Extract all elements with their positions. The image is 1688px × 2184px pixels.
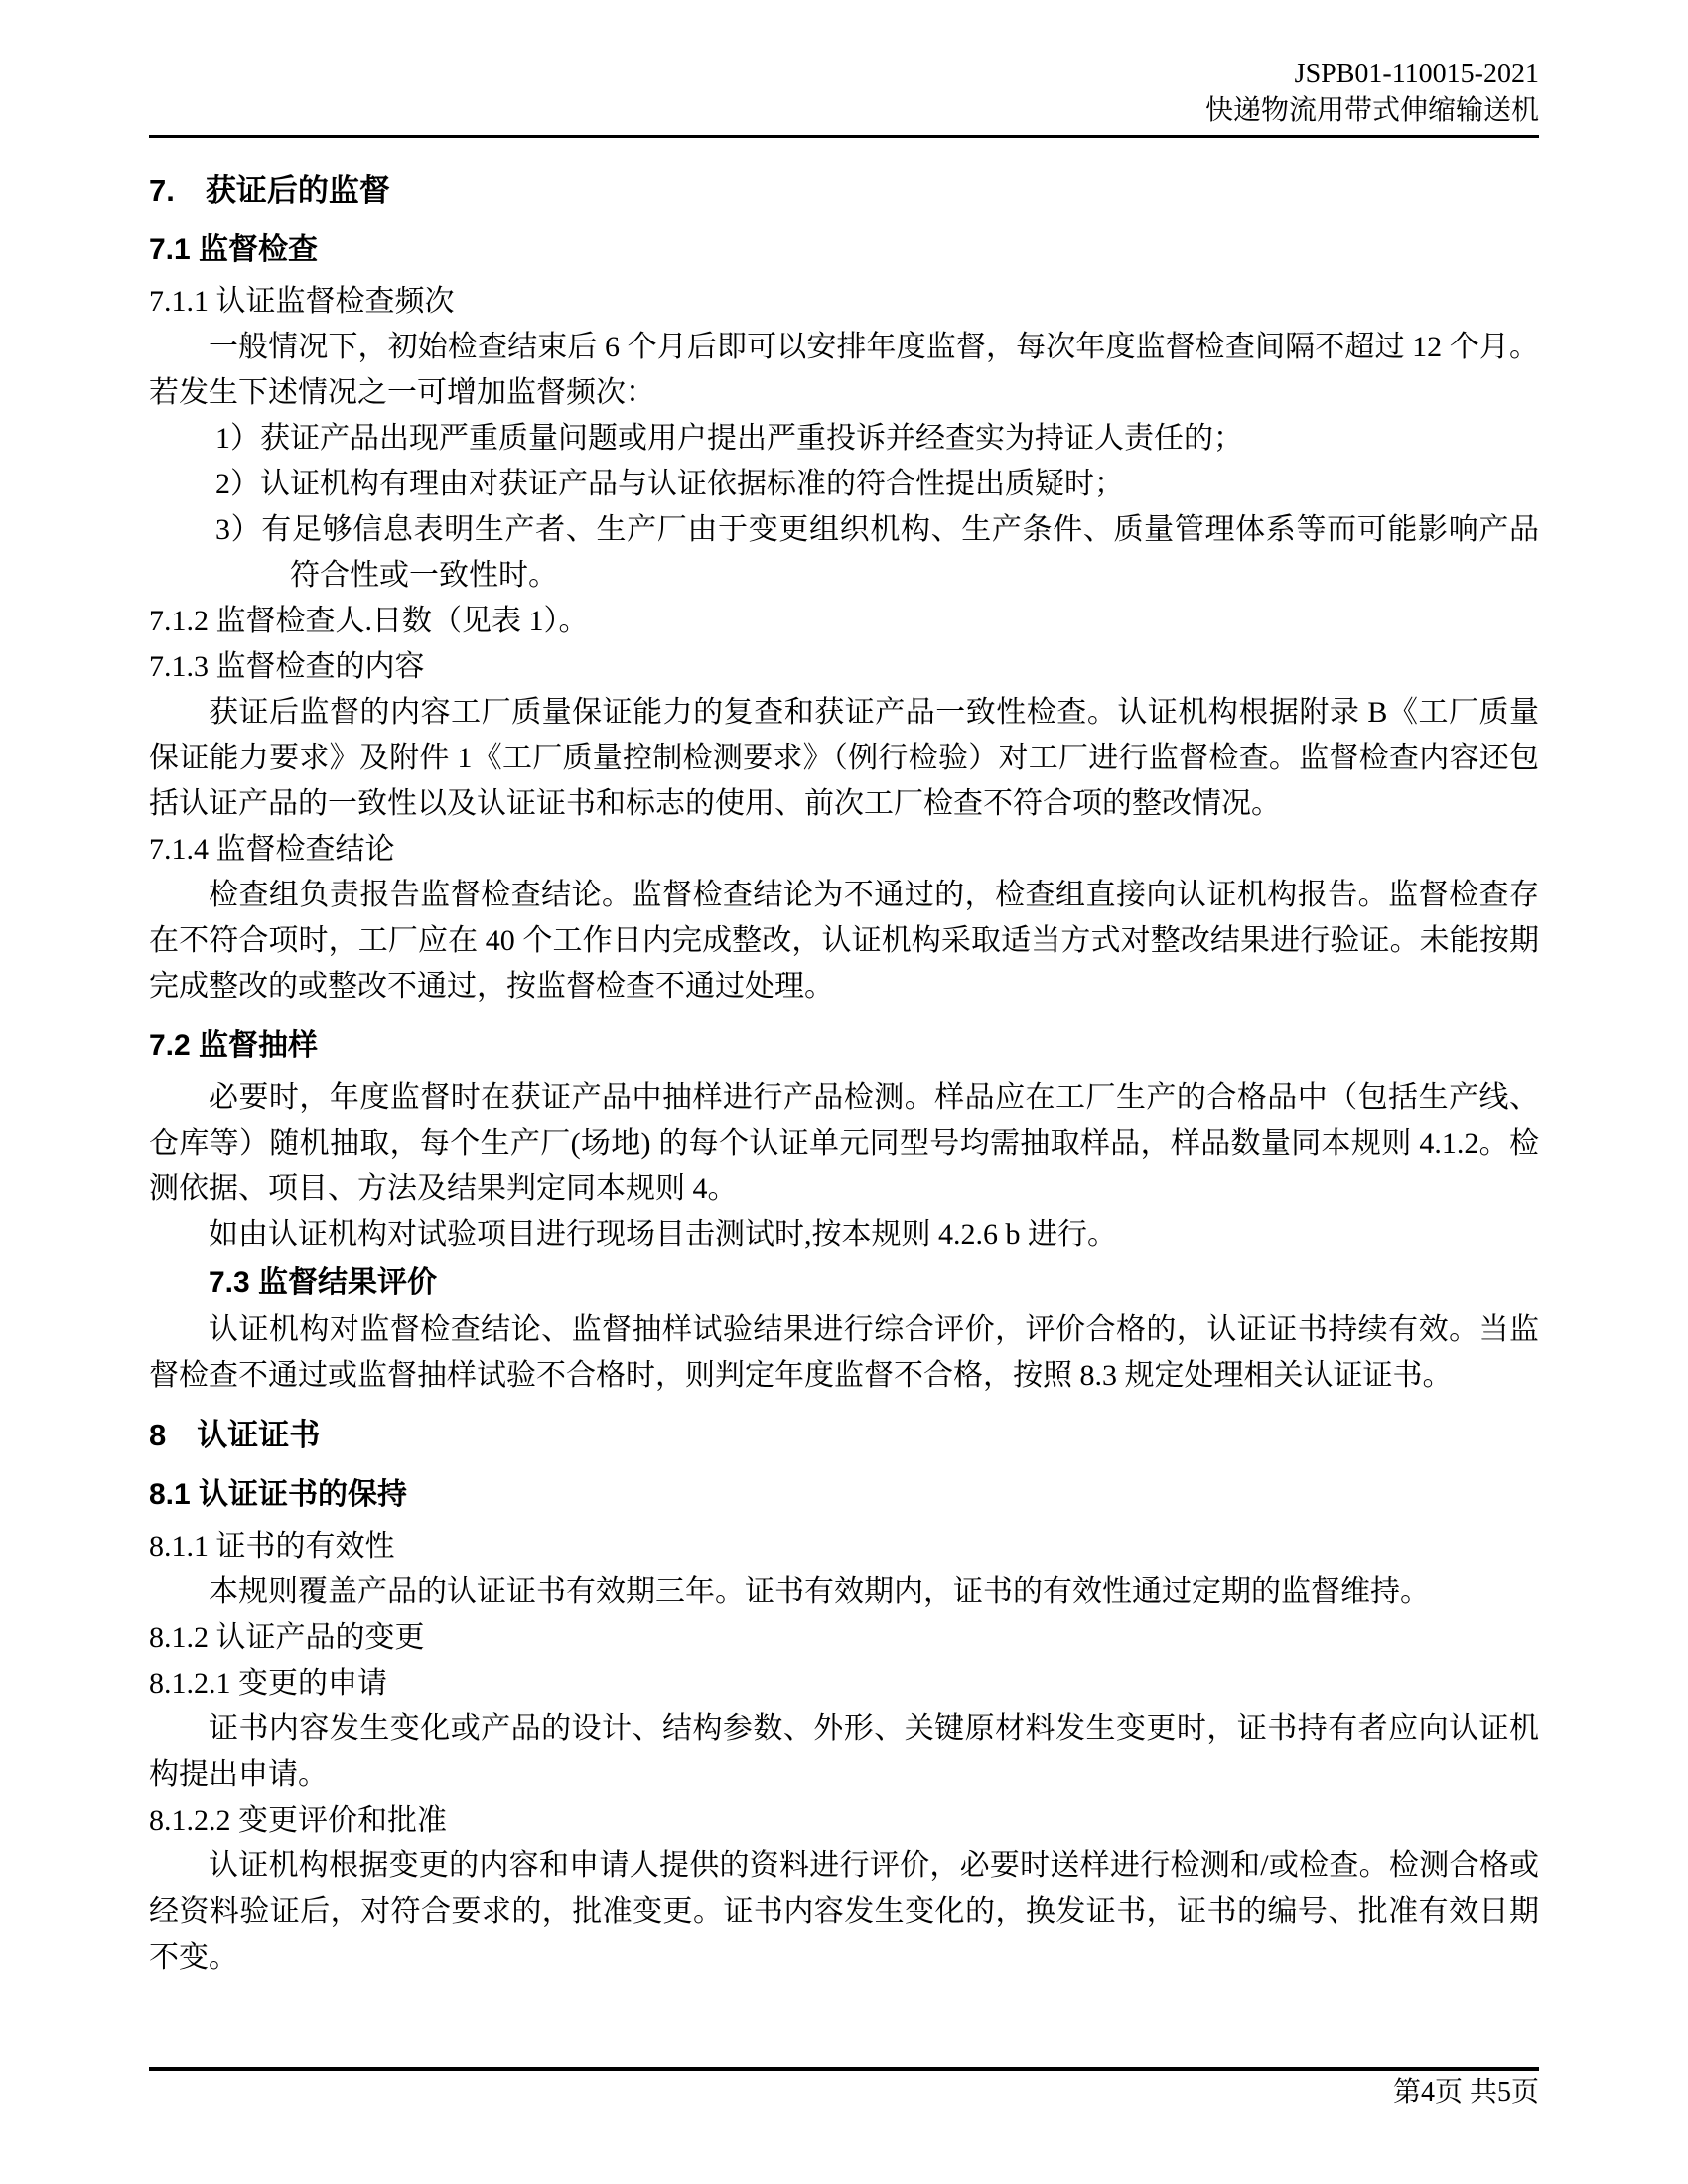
page-footer	[149, 2067, 1539, 2113]
section-8-1-2-1-heading: 8.1.2.1 变更的申请	[149, 1667, 387, 1700]
list-item-2: 2）认证机构有理由对获证产品与认证依据标准的符合性提出质疑时；	[215, 468, 1124, 500]
section-7-1-2-heading: 7.1.2 监督检查人.日数（见表 1）。	[149, 605, 589, 637]
section-7-1-3-heading: 7.1.3 监督检查的内容	[149, 650, 425, 683]
paragraph: 检查组负责报告监督检查结论。监督检查结论为不通过的，检查组直接向认证机构报告。监督检查存在不符合项时，工厂应在 40 个工作日内完成整改，认证机构采取适当方式对整改结果进行验证。未能按期完成整改的或整改不通过，按监督检查不通过处理。	[149, 879, 1539, 1003]
document-body	[149, 138, 1539, 1980]
section-7-1-1-heading: 7.1.1 认证监督检查频次	[149, 285, 455, 318]
section-8-1-2-heading: 8.1.2 认证产品的变更	[149, 1621, 425, 1654]
paragraph: 认证机构对监督检查结论、监督抽样试验结果进行综合评价，评价合格的，认证证书持续有效。当监督检查不通过或监督抽样试验不合格时，则判定年度监督不合格，按照 8.3 规定处理相关认证证书。	[149, 1313, 1539, 1392]
section-7-2-heading: 7.2 监督抽样	[149, 1029, 319, 1062]
doc-title: 快递物流用带式伸缩输送机	[1204, 95, 1539, 126]
page-number: 第4页 共5页	[1392, 2077, 1539, 2108]
paragraph: 如由认证机构对试验项目进行现场目击测试时,按本规则 4.2.6 b 进行。	[209, 1218, 1117, 1251]
paragraph: 本规则覆盖产品的认证证书有效期三年。证书有效期内，证书的有效性通过定期的监督维持。	[209, 1575, 1430, 1608]
paragraph: 证书内容发生变化或产品的设计、结构参数、外形、关键原材料发生变更时，证书持有者应向认证机构提出申请。	[149, 1712, 1539, 1791]
paragraph: 一般情况下，初始检查结束后 6 个月后即可以安排年度监督，每次年度监督检查间隔不超过 12 个月。若发生下述情况之一可增加监督频次：	[149, 331, 1539, 409]
paragraph: 获证后监督的内容工厂质量保证能力的复查和获证产品一致性检查。认证机构根据附录 B《工厂质量保证能力要求》及附件 1《工厂质量控制检测要求》（例行检验）对工厂进行监督检查。监督检查内容还包括认证产品的一致性以及认证证书和标志的使用、前次工厂检查不符合项的整改情况。	[149, 696, 1539, 820]
section-7-1-heading: 7.1 监督检查	[149, 233, 319, 266]
list-item-3: 3）有足够信息表明生产者、生产厂由于变更组织机构、生产条件、质量管理体系等而可能影响产品符合性或一致性时。	[215, 513, 1539, 592]
paragraph: 必要时，年度监督时在获证产品中抽样进行产品检测。样品应在工厂生产的合格品中（包括生产线、仓库等）随机抽取，每个生产厂(场地) 的每个认证单元同型号均需抽取样品，样品数量同本规则 4.1.2。检测依据、项目、方法及结果判定同本规则 4。	[149, 1081, 1539, 1205]
section-8-1-1-heading: 8.1.1 证书的有效性	[149, 1530, 395, 1563]
section-7-1-4-heading: 7.1.4 监督检查结论	[149, 833, 395, 866]
paragraph: 认证机构根据变更的内容和申请人提供的资料进行评价，必要时送样进行检测和/或检查。检测合格或经资料验证后，对符合要求的，批准变更。证书内容发生变化的，换发证书，证书的编号、批准有效日期不变。	[149, 1849, 1539, 1974]
section-8-heading: 8 认证证书	[149, 1418, 321, 1452]
page-header	[149, 0, 1539, 138]
section-8-1-2-2-heading: 8.1.2.2 变更评价和批准	[149, 1804, 447, 1837]
section-8-1-heading: 8.1 认证证书的保持	[149, 1478, 408, 1511]
section-7-heading: 7. 获证后的监督	[149, 173, 390, 207]
list-item-1: 1）获证产品出现严重质量问题或用户提出严重投诉并经查实为持证人责任的；	[215, 422, 1243, 455]
section-7-3-heading: 7.3 监督结果评价	[209, 1266, 438, 1298]
doc-code: JSPB01-110015-2021	[1294, 59, 1539, 89]
